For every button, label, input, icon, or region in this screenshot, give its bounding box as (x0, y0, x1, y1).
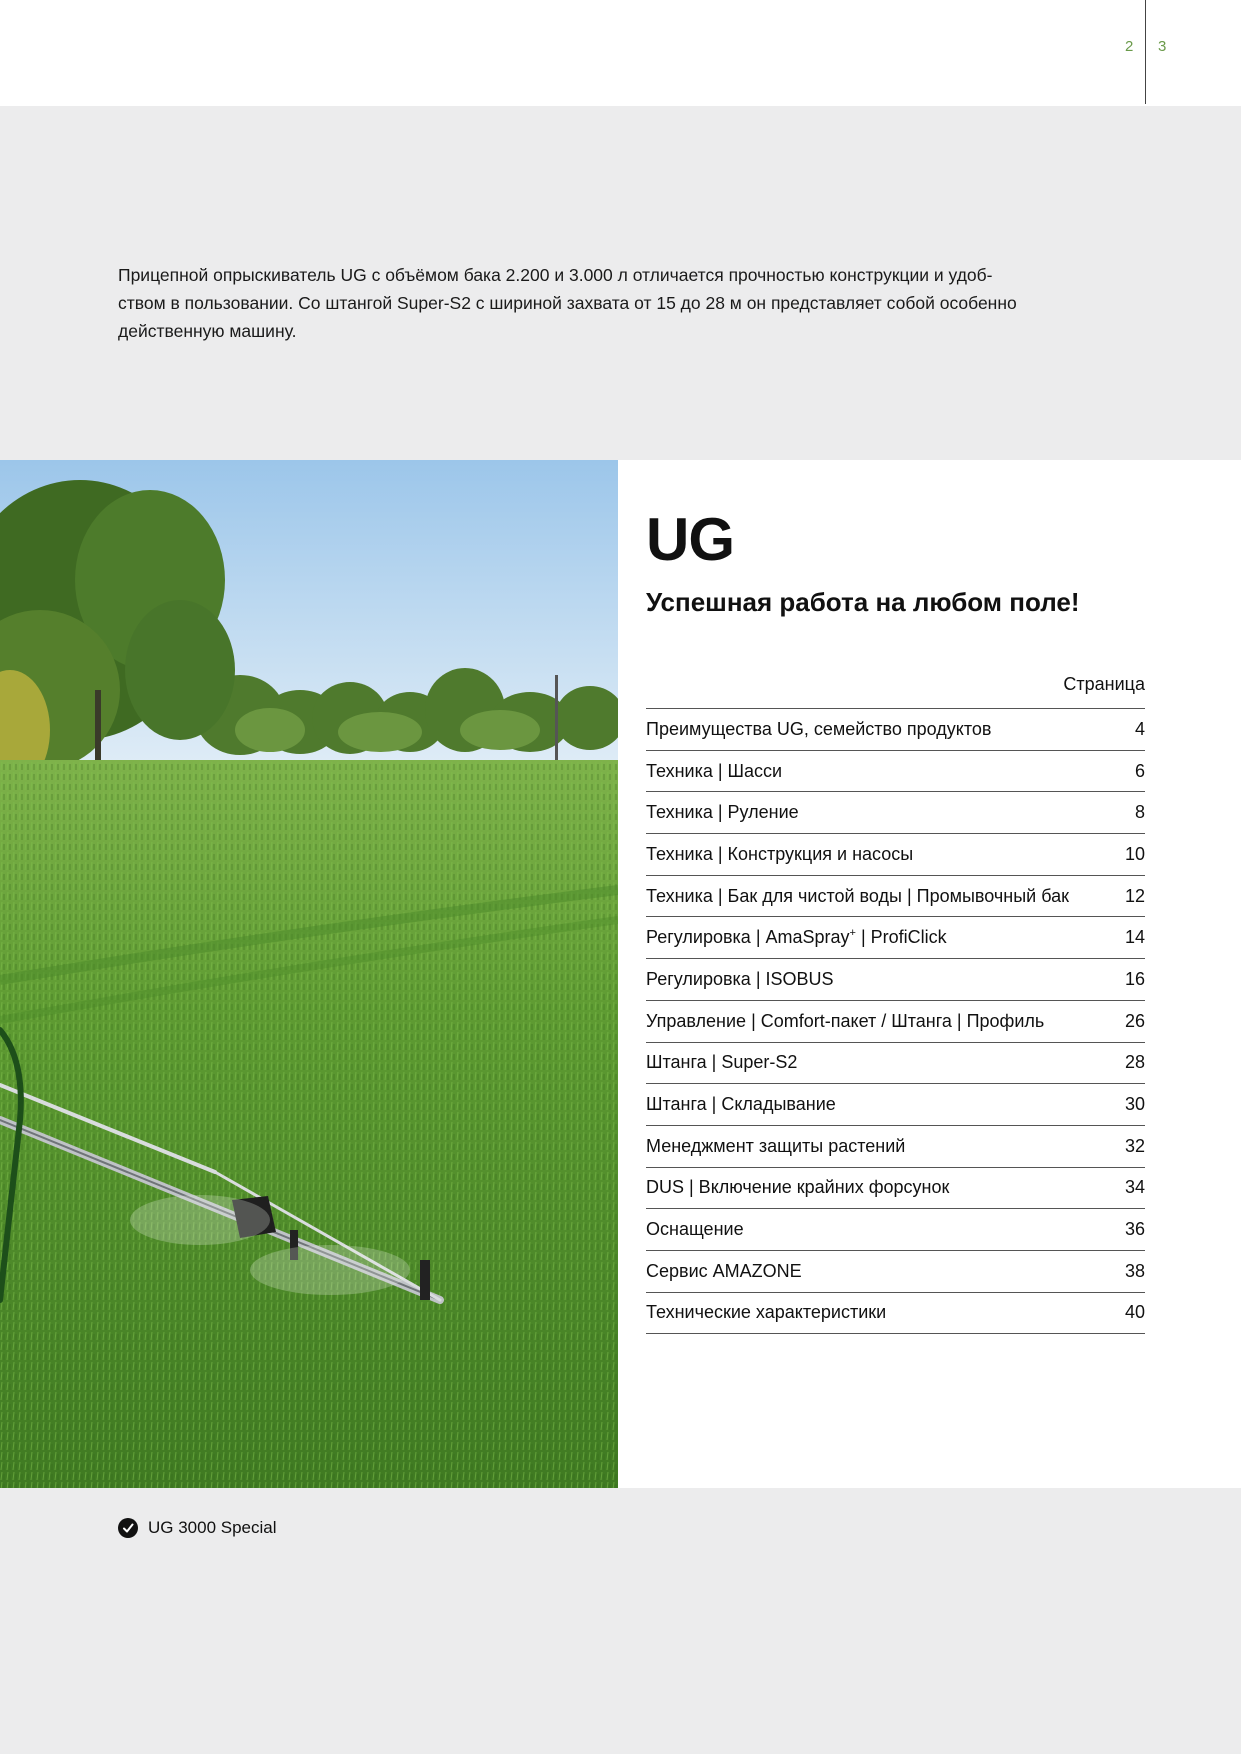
toc-row[interactable] (646, 751, 1145, 793)
toc-page: 4 (1134, 718, 1145, 739)
toc-page: 12 (1124, 885, 1145, 906)
toc-label-part: | ProfiClick (855, 927, 947, 948)
page-subtitle: Успешная работа на любом поле! (646, 587, 1080, 617)
toc-page: 32 (1124, 1135, 1145, 1156)
toc-label: Сервис AMAZONE (646, 1260, 802, 1281)
toc-label: Техника | Шасси (646, 760, 783, 781)
check-icon (118, 1518, 138, 1538)
toc-label: Штанга | Super-S2 (646, 1052, 798, 1073)
toc-label-part: Регулировка | AmaSpray (646, 927, 850, 948)
toc-page: 40 (1124, 1302, 1145, 1323)
toc-row[interactable] (646, 834, 1145, 876)
toc-label-superscript: + (849, 927, 856, 940)
toc-page: 8 (1134, 802, 1145, 823)
toc-page: 38 (1124, 1260, 1145, 1281)
page-title: UG (646, 506, 734, 573)
content-panel (618, 460, 1241, 1488)
toc-page: 28 (1124, 1052, 1145, 1073)
photo-caption (118, 1518, 277, 1538)
intro-band (0, 106, 1241, 460)
toc-page: 30 (1124, 1094, 1145, 1115)
toc-row[interactable] (646, 1293, 1145, 1335)
toc-label: Техника | Конструкция и насосы (646, 843, 914, 864)
toc-label: Технические характеристики (646, 1302, 887, 1323)
intro-paragraph: Прицепной опрыскиватель UG с объёмом бака 2.200 и 3.000 л отличается прочностью конструкции и удоб- ством в пользовании. Со штангой Super-S2 с шириной захвата от 15 до 28 м он представляет собой особенно действенную машину. (118, 265, 1017, 341)
toc-page: 6 (1134, 760, 1145, 781)
toc-row[interactable] (646, 917, 1145, 959)
toc-page: 26 (1124, 1010, 1145, 1031)
caption-text: UG 3000 Special (148, 1518, 277, 1537)
toc-row[interactable] (646, 876, 1145, 918)
toc-label: Регулировка | ISOBUS (646, 968, 834, 989)
toc-row[interactable] (646, 709, 1145, 751)
toc-row[interactable] (646, 1043, 1145, 1085)
toc-label: Преимущества UG, семейство продуктов (646, 718, 992, 739)
field-photo (0, 460, 618, 1488)
toc-label: Управление | Comfort-пакет / Штанга | Профиль (646, 1010, 1045, 1031)
toc-row[interactable] (646, 959, 1145, 1001)
toc-row[interactable] (646, 1126, 1145, 1168)
toc-label: DUS | Включение крайних форсунок (646, 1177, 950, 1198)
page-number-left: 2 (1125, 38, 1134, 55)
toc-row[interactable] (646, 1168, 1145, 1210)
toc-label (646, 927, 947, 948)
toc-label: Менеджмент защиты растений (646, 1135, 906, 1156)
page-divider (1145, 0, 1146, 104)
toc-label: Оснащение (646, 1219, 744, 1240)
toc-label: Техника | Бак для чистой воды | Промывочный бак (646, 885, 1069, 906)
toc-page: 14 (1124, 927, 1145, 948)
toc-row[interactable] (646, 1251, 1145, 1293)
toc-page: 36 (1124, 1219, 1145, 1240)
toc-row[interactable] (646, 1209, 1145, 1251)
toc-label: Техника | Руление (646, 802, 799, 823)
toc-page: 34 (1124, 1177, 1145, 1198)
toc-page: 16 (1124, 968, 1145, 989)
toc-row[interactable] (646, 1001, 1145, 1043)
toc-page: 10 (1124, 843, 1145, 864)
page-numbers (0, 30, 1241, 74)
table-of-contents (646, 672, 1145, 1334)
toc-label: Штанга | Складывание (646, 1094, 836, 1115)
toc-header: Страница (646, 672, 1145, 709)
toc-row[interactable] (646, 792, 1145, 834)
page-number-right: 3 (1158, 38, 1167, 55)
toc-row[interactable] (646, 1084, 1145, 1126)
